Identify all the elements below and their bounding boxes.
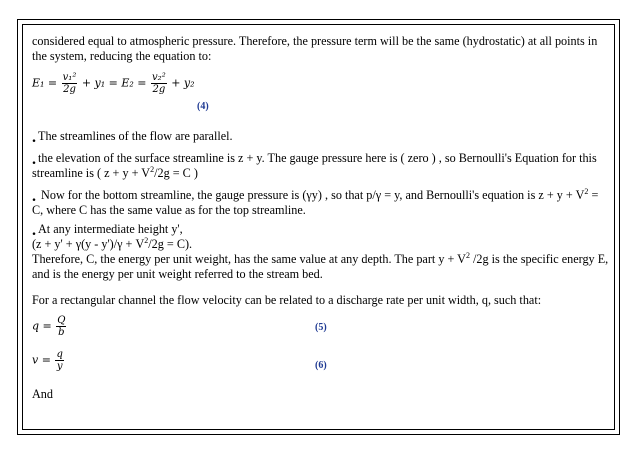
- bullet-dot: .: [32, 151, 36, 168]
- bullet-dot: .: [32, 188, 36, 205]
- bullet-4-line-1: [32, 222, 612, 238]
- bullet-3-line-2: C, where C has the same value as for the top streamline.: [32, 203, 306, 217]
- equation-6: [32, 349, 65, 372]
- bullet-2-line-2: [32, 166, 612, 181]
- rect-channel-text: For a rectangular channel the flow velocity can be related to a discharge rate per unit width, q, such that:: [32, 293, 542, 307]
- closing-text: And: [32, 387, 53, 401]
- bullet-4-line-4: and is the energy per unit weight referred to the stream bed.: [32, 267, 323, 281]
- bullet-4-line-3: [32, 252, 612, 267]
- bullet-4-line-2: [32, 237, 612, 252]
- eq4-f2-den: 2g: [152, 84, 166, 95]
- superscript: 2: [150, 165, 155, 174]
- eq4-fraction-2: [151, 72, 167, 95]
- bullet-dot: .: [32, 129, 36, 146]
- eq4-mid: + y₁ = E₂ =: [81, 76, 147, 90]
- eq6-fraction: [55, 349, 63, 372]
- bullet-4-text-2a: (z + y' + γ(y - y')/γ + V: [32, 237, 145, 251]
- bullet-1-text: The streamlines of the flow are parallel.: [38, 129, 233, 143]
- eq6-den: y: [56, 361, 63, 372]
- superscript: 2: [584, 187, 589, 196]
- bullet-4-text-1: At any intermediate height y',: [38, 222, 183, 236]
- eq4-f2-num: v₂²: [152, 72, 166, 83]
- bullet-dot: .: [32, 222, 36, 239]
- eq5-num: Q: [57, 315, 66, 326]
- eq4-tail: + y₂: [171, 76, 195, 90]
- bullet-4-text-2b: /2g = C).: [148, 237, 193, 251]
- bullet-2-text-2b: /2g = C ): [154, 166, 198, 180]
- eq4-f1-den: 2g: [63, 84, 76, 95]
- superscript: 2: [465, 251, 470, 260]
- bullet-1: [32, 129, 612, 145]
- bullet-2-text-2a: streamline is ( z + y + V: [32, 166, 151, 180]
- eq5-fraction: [56, 315, 66, 338]
- intro-line-1: considered equal to atmospheric pressure. Therefore, the pressure term will be the same (hydrostatic) at all points in: [32, 34, 598, 48]
- eq4-fraction-1: [62, 72, 78, 95]
- bullet-2-text-1: the elevation of the surface streamline is z + y. The gauge pressure here is ( zero ) , so Bernoulli's Equation for this: [38, 151, 597, 165]
- eq4-lhs: E₁ =: [32, 76, 58, 90]
- equation-5: [32, 315, 67, 338]
- eq6-lhs: v =: [32, 353, 51, 367]
- eq6-num: q: [56, 349, 63, 360]
- eq5-den: b: [58, 327, 65, 338]
- bullet-3-line-1: [32, 188, 612, 204]
- intro-line-2: the system, reducing the equation to:: [32, 49, 212, 63]
- eq5-lhs: q =: [32, 319, 52, 333]
- superscript: 2: [144, 236, 149, 245]
- equation-4-number: (4): [197, 101, 209, 112]
- bullet-2-line-1: [32, 151, 612, 167]
- bullet-3-text-1b: =: [588, 188, 599, 202]
- eq4-f1-num: v₁²: [62, 72, 77, 83]
- bullet-4-text-3b: /2g is the specific energy E,: [469, 252, 609, 266]
- bullet-4-text-3a: Therefore, C, the energy per unit weight, has the same value at any depth. The part y + V: [32, 252, 466, 266]
- equation-6-number: (6): [315, 360, 327, 371]
- equation-5-number: (5): [315, 322, 327, 333]
- equation-4: [32, 72, 195, 95]
- bullet-3-text-1a: Now for the bottom streamline, the gauge pressure is (γy) , so that p/γ = y, and Bernoulli's equation is z + y + V: [38, 188, 585, 202]
